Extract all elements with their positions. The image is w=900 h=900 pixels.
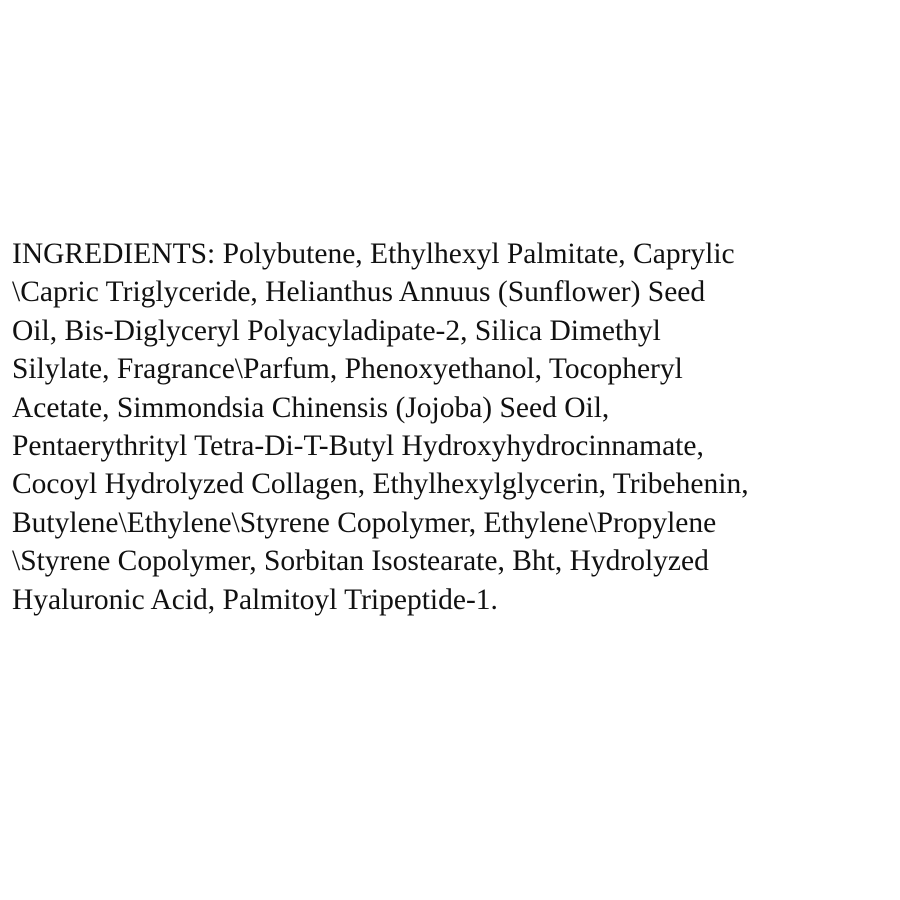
ingredients-line: Silylate, Fragrance\Parfum, Phenoxyethanol, Tocopheryl [12, 353, 683, 386]
ingredients-line: Pentaerythrityl Tetra-Di-T-Butyl Hydroxyhydrocinnamate, [12, 430, 704, 463]
ingredients-line: Hyaluronic Acid, Palmitoyl Tripeptide-1. [12, 583, 498, 616]
ingredients-line: Butylene\Ethylene\Styrene Copolymer, Ethylene\Propylene [12, 506, 717, 539]
ingredients-line: INGREDIENTS: Polybutene, Ethylhexyl Palmitate, Caprylic [12, 238, 735, 270]
ingredients-line: \Styrene Copolymer, Sorbitan Isostearate, Bht, Hydrolyzed [12, 545, 709, 578]
ingredients-line: Cocoyl Hydrolyzed Collagen, Ethylhexylglycerin, Tribehenin, [12, 468, 749, 501]
ingredients-line: Acetate, Simmondsia Chinensis (Jojoba) Seed Oil, [12, 391, 610, 424]
ingredients-line: \Capric Triglyceride, Helianthus Annuus (Sunflower) Seed [12, 276, 706, 309]
ingredients-line: Oil, Bis-Diglyceryl Polyacyladipate-2, Silica Dimethyl [12, 314, 661, 347]
ingredients-text [12, 235, 892, 619]
